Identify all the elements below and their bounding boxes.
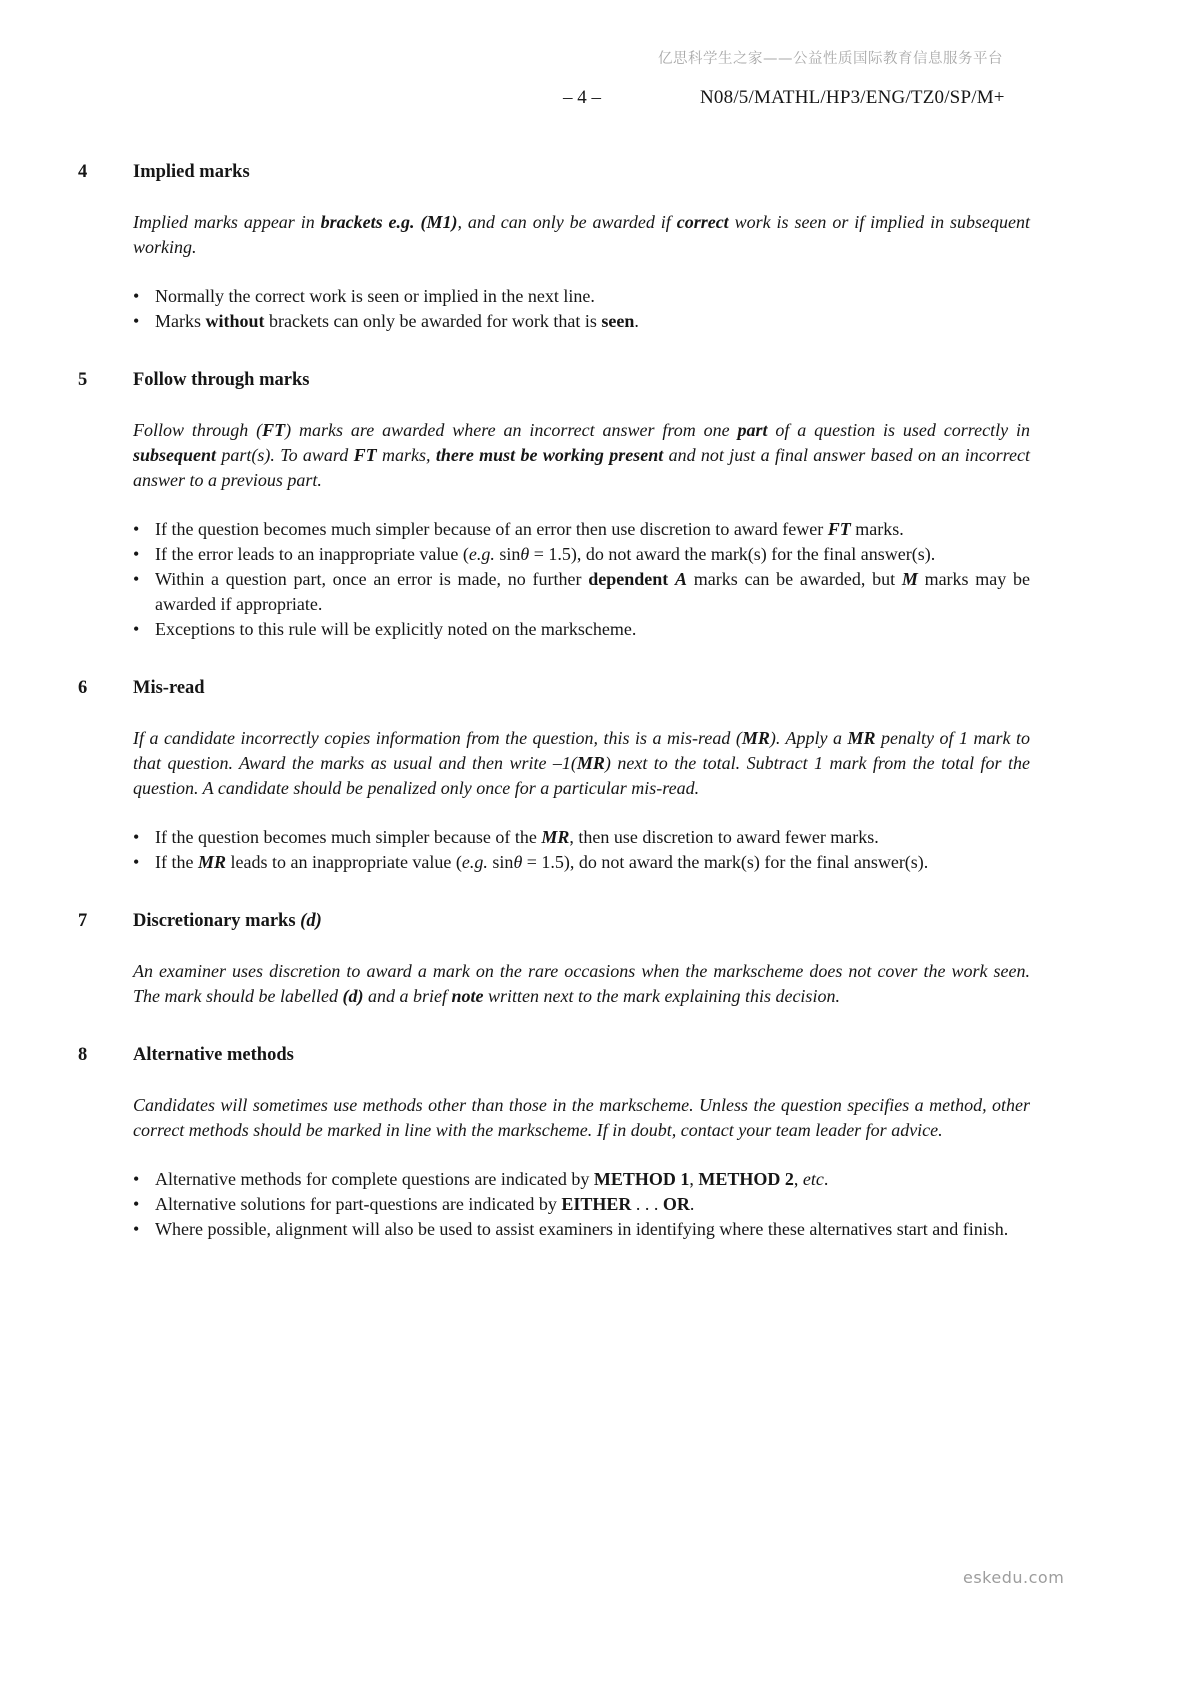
section-number: 4: [78, 162, 88, 182]
section-heading: [78, 909, 1030, 933]
section-bullets: [78, 517, 1030, 642]
section-bullets: [78, 825, 1030, 875]
bullet-icon: •: [133, 1219, 140, 1239]
footer-site-watermark: eskedu.com: [963, 1568, 1065, 1587]
bullet-item: [133, 1217, 1030, 1242]
section-title: Discretionary marks (d): [133, 911, 322, 931]
bullet-text: Where possible, alignment will also be used to assist examiners in identifying where these alternatives start and finish.: [155, 1219, 1009, 1239]
bullet-text: Within a question part, once an error is made, no further dependent A marks can be awarded, but M marks may be awarded if appropriate.: [155, 569, 1030, 614]
section-title: Implied marks: [133, 162, 250, 182]
section: [78, 909, 1030, 1009]
header-site-watermark: 亿思科学生之家——公益性质国际教育信息服务平台: [658, 51, 1003, 67]
bullet-icon: •: [133, 827, 140, 847]
bullet-text: Alternative solutions for part-questions are indicated by EITHER . . . OR.: [155, 1194, 695, 1214]
bullet-item: [133, 825, 1030, 850]
document-code: N08/5/MATHL/HP3/ENG/TZ0/SP/M+: [700, 87, 1005, 108]
bullet-text: If the question becomes much simpler because of an error then use discretion to award fewer FT marks.: [155, 519, 904, 539]
bullet-icon: •: [133, 311, 140, 331]
bullet-icon: •: [133, 286, 140, 306]
section-heading: [78, 1043, 1030, 1067]
section-bullets: [78, 284, 1030, 334]
section-title: Alternative methods: [133, 1045, 294, 1065]
section-paragraph: If a candidate incorrectly copies information from the question, this is a mis-read (MR). Apply a MR penalty of 1 mark to that question. Award the marks as usual and then write –1(MR) next to the total. Subtract 1 mark from the total for the question. A candidate should be penalized only once for a particular mis-read.: [133, 728, 1030, 798]
bullet-text: If the error leads to an inappropriate value (e.g. sinθ = 1.5), do not award the mark(s) for the final answer(s).: [155, 544, 936, 564]
bullet-icon: •: [133, 1169, 140, 1189]
bullet-icon: •: [133, 619, 140, 639]
document-body: [78, 160, 1030, 1276]
bullet-icon: •: [133, 1194, 140, 1214]
section: [78, 368, 1030, 642]
section: [78, 1043, 1030, 1242]
bullet-icon: •: [133, 852, 140, 872]
section-title: Mis-read: [133, 678, 205, 698]
bullet-item: [133, 309, 1030, 334]
section-number: 8: [78, 1045, 88, 1065]
section-paragraph: Implied marks appear in brackets e.g. (M1), and can only be awarded if correct work is seen or if implied in subsequent working.: [133, 212, 1030, 257]
bullet-item: [133, 567, 1030, 617]
section-paragraph: Candidates will sometimes use methods other than those in the markscheme. Unless the question specifies a method, other correct methods should be marked in line with the markscheme. If in doubt, contact your team leader for advice.: [133, 1095, 1030, 1140]
bullet-item: [133, 284, 1030, 309]
page-number: – 4 –: [563, 87, 601, 108]
bullet-item: [133, 1167, 1030, 1192]
section-title: Follow through marks: [133, 370, 310, 390]
bullet-text: Marks without brackets can only be awarded for work that is seen.: [155, 311, 639, 331]
bullet-item: [133, 542, 1030, 567]
bullet-icon: •: [133, 569, 140, 589]
section-number: 7: [78, 911, 88, 931]
section-number: 6: [78, 678, 88, 698]
section-heading: [78, 160, 1030, 184]
bullet-text: If the MR leads to an inappropriate value (e.g. sinθ = 1.5), do not award the mark(s) for the final answer(s).: [155, 852, 929, 872]
section: [78, 676, 1030, 875]
bullet-text: Normally the correct work is seen or implied in the next line.: [155, 286, 595, 306]
bullet-text: If the question becomes much simpler because of the MR, then use discretion to award fewer marks.: [155, 827, 879, 847]
bullet-text: Alternative methods for complete questions are indicated by METHOD 1, METHOD 2, etc.: [155, 1169, 829, 1189]
section-number: 5: [78, 370, 88, 390]
bullet-icon: •: [133, 519, 140, 539]
bullet-item: [133, 517, 1030, 542]
bullet-icon: •: [133, 544, 140, 564]
bullet-item: [133, 850, 1030, 875]
section-paragraph: Follow through (FT) marks are awarded where an incorrect answer from one part of a question is used correctly in subsequent part(s). To award FT marks, there must be working present and not just a final answer based on an incorrect answer to a previous part.: [133, 420, 1031, 490]
section-heading: [78, 368, 1030, 392]
section-bullets: [78, 1167, 1030, 1242]
bullet-item: [133, 1192, 1030, 1217]
section: [78, 160, 1030, 334]
bullet-text: Exceptions to this rule will be explicitly noted on the markscheme.: [155, 619, 637, 639]
section-heading: [78, 676, 1030, 700]
bullet-item: [133, 617, 1030, 642]
section-paragraph: An examiner uses discretion to award a mark on the rare occasions when the markscheme does not cover the work seen. The mark should be labelled (d) and a brief note written next to the mark explaining this decision.: [133, 961, 1030, 1006]
